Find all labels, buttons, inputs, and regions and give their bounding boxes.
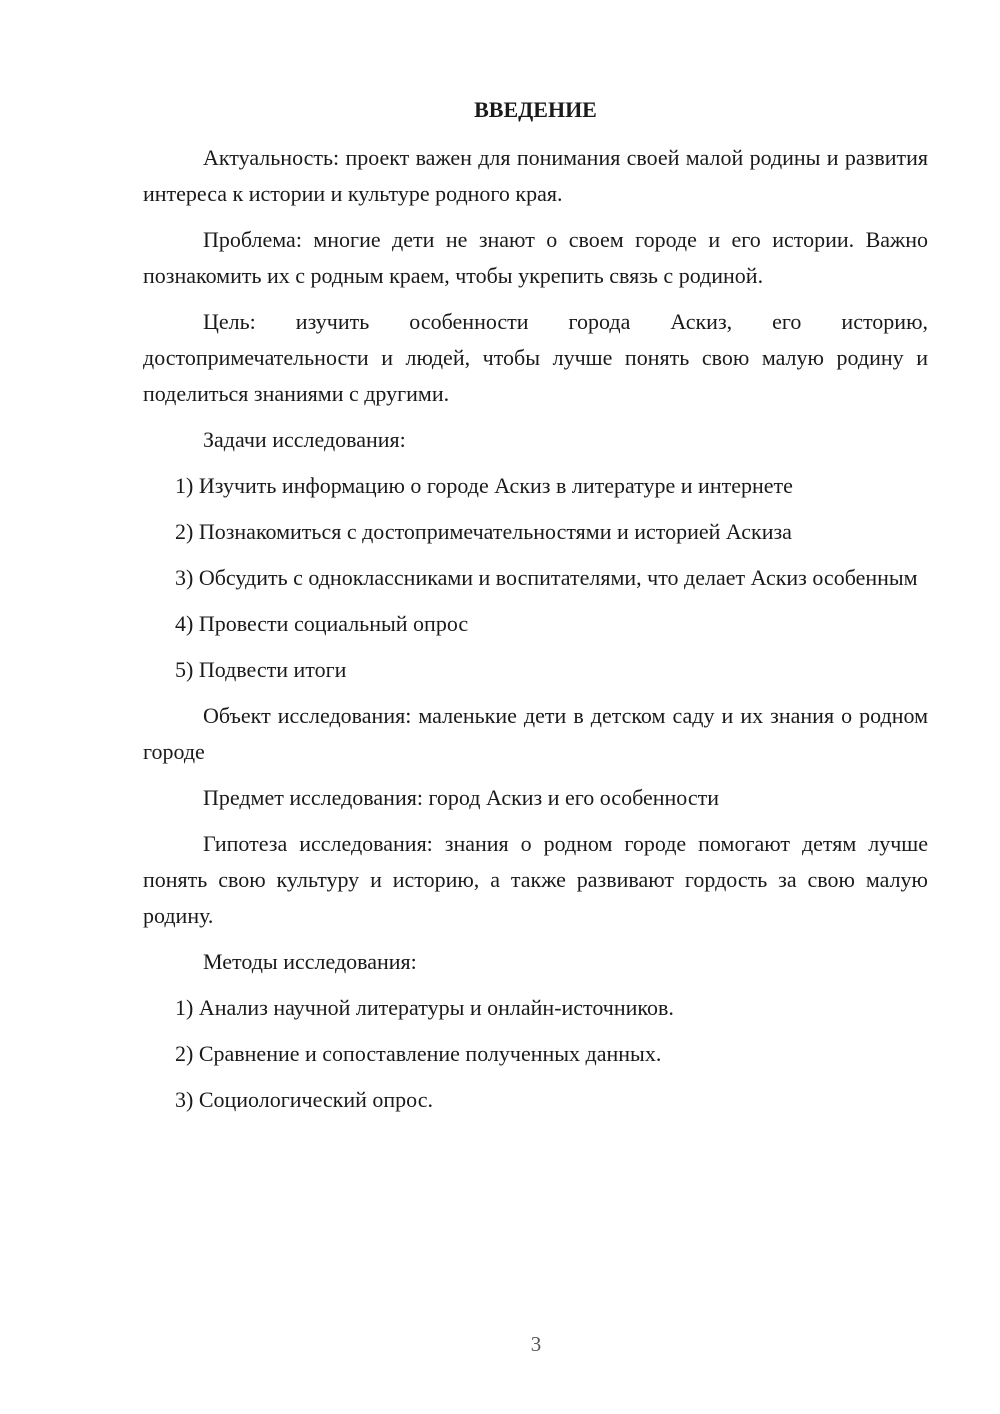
goal-paragraph: Цель: изучить особенности города Аскиз, его историю, достопримечательности и людей, чтобы лучше понять свою малую родину и поделиться знаниями с другими.: [143, 309, 928, 406]
method-item: 3) Социологический опрос.: [175, 1087, 433, 1112]
tasks-heading: Задачи исследования:: [203, 427, 406, 452]
task-item: 1) Изучить информацию о городе Аскиз в литературе и интернете: [175, 473, 793, 498]
method-item: 1) Анализ научной литературы и онлайн-источников.: [175, 995, 674, 1020]
hypothesis-paragraph: Гипотеза исследования: знания о родном городе помогают детям лучше понять свою культуру и историю, а также развивают гордость за свою малую родину.: [143, 831, 928, 928]
subject-paragraph: Предмет исследования: город Аскиз и его особенности: [203, 785, 719, 810]
object-paragraph: Объект исследования: маленькие дети в детском саду и их знания о родном городе: [143, 703, 928, 764]
document-body: [143, 94, 928, 1128]
relevance-paragraph: Актуальность: проект важен для понимания своей малой родины и развития интереса к истории и культуре родного края.: [143, 145, 928, 206]
task-item: 5) Подвести итоги: [175, 657, 347, 682]
method-item: 2) Сравнение и сопоставление полученных данных.: [175, 1041, 662, 1066]
page-number: 3: [530, 1332, 542, 1356]
methods-heading: Методы исследования:: [203, 949, 417, 974]
task-item: 3) Обсудить с одноклассниками и воспитателями, что делает Аскиз особенным: [175, 565, 918, 590]
task-item: 2) Познакомиться с достопримечательностями и историей Аскиза: [175, 519, 792, 544]
task-item: 4) Провести социальный опрос: [175, 611, 469, 636]
section-title: ВВЕДЕНИЕ: [474, 97, 597, 122]
problem-paragraph: Проблема: многие дети не знают о своем городе и его истории. Важно познакомить их с родным краем, чтобы укрепить связь с родиной.: [143, 227, 928, 288]
